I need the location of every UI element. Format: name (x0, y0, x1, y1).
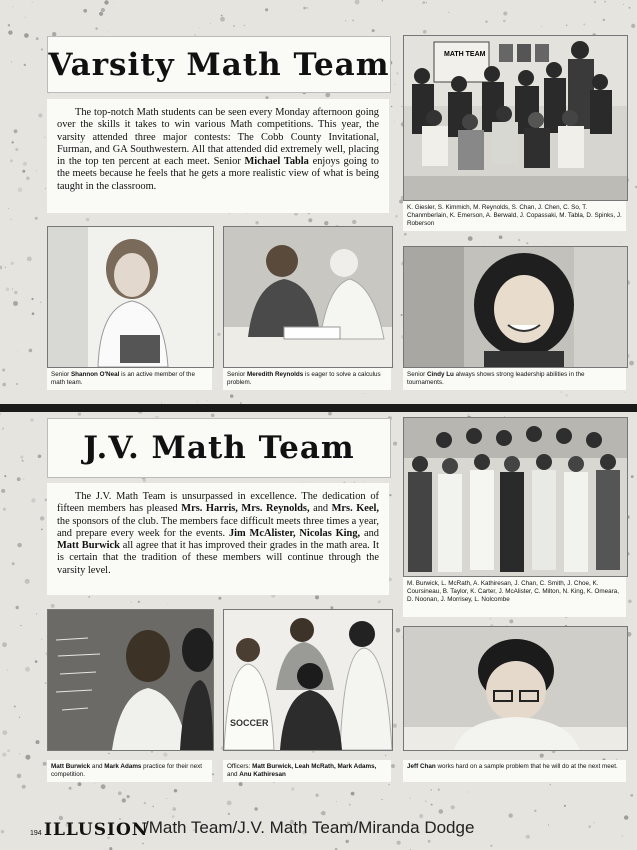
varsity-group-photo (403, 35, 628, 201)
chalkboard-caption (47, 760, 212, 782)
jv-story-text: The J.V. Math Team is unsurpassed in excellence. The dedication of fifteen members has pleased Mrs. Harris, Mrs. Reynolds, and Mrs. Keel, the sponsors of the club. The members face difficult meets three times a year, and prepare every week for the events. Jim McAlister, Nicolas King, and Matt Burwick all agree that it has improved their grades in the math area. It is certain that the tradition of these members will continue through the varsity level. (57, 491, 379, 576)
varsity-title-text: Varsity Math Team (48, 46, 390, 83)
jv-title-text: J.V. Math Team (83, 430, 355, 466)
officers-caption (223, 760, 391, 782)
varsity-team-names: K. Giesler, S. Kimmich, M. Reynolds, S. Chan, J. Chen, C. So, T. Chanmberlain, K. Emerson, A. Berwald, J. Copassaki, M. Tabla, D. Spinks, J. Roberson (407, 204, 622, 227)
varsity-story (47, 99, 389, 213)
officers-caption-text: Officers: Matt Burwick, Leah McRath, Mark Adams, and Anu Kathiresan (227, 763, 377, 778)
illusion-logo: ILLUSION (44, 820, 149, 840)
jv-group-photo (403, 417, 628, 577)
jeff-chan-photo (403, 626, 628, 751)
meredith-caption (223, 368, 391, 390)
cindy-caption-text: Senior Cindy Lu always shows strong leadership abilities in the tournaments. (407, 371, 585, 386)
section-divider (0, 404, 637, 412)
cindy-caption (403, 368, 626, 390)
varsity-title (47, 36, 391, 93)
jeff-chan-caption-text: Jeff Chan works hard on a sample problem that he will do at the next meet. (407, 763, 618, 770)
shannon-caption-text: Senior Shannon O'Neal is an active member of the math team. (51, 371, 195, 386)
soccer-shirt-text: SOCCER (230, 718, 269, 728)
chalkboard-caption-text: Matt Burwick and Mark Adams practice for their next competition. (51, 763, 202, 778)
jv-story (47, 483, 389, 595)
jeff-chan-caption (403, 760, 626, 782)
meredith-caption-text: Senior Meredith Reynolds is eager to solve a calculus problem. (227, 371, 381, 386)
jv-team-names: M. Burwick, L. McRath, A. Kathiresan, J. Chan, C. Smith, J. Choe, K. Coursineau, B. Taylor, K. Carter, J. McAlister, C. Milton, N. King, K. Omeara, D. Noonan, J. Morrisey, L. Nolcombe (407, 580, 619, 603)
shannon-oneal-photo (47, 226, 214, 368)
footer-section-text: /Math Team/J.V. Math Team/Miranda Dodge (144, 818, 475, 837)
varsity-story-text: The top-notch Math students can be seen every Monday afternoon going over the skills it takes to win various Math competitions. This year, the varsity attended three major contests: The Cobb County Invitational, Furman, and GA Southwestern. All that attended did extremely well, placing in the top ten percent at each meet. Senior Michael Tabla enjoys going to the meets because he feels that he gets a more realistic view of what is being taught in the classroom. (57, 107, 379, 192)
meredith-reynolds-photo (223, 226, 393, 368)
chalkboard-photo (47, 609, 214, 751)
varsity-team-caption (403, 201, 626, 231)
jv-team-caption (403, 577, 626, 617)
poster-label: MATH TEAM (444, 51, 486, 58)
page-number: 194 (30, 830, 42, 837)
shannon-caption (47, 368, 212, 390)
cindy-lu-photo (403, 246, 628, 368)
jv-title (47, 418, 391, 478)
officers-photo (223, 609, 393, 751)
